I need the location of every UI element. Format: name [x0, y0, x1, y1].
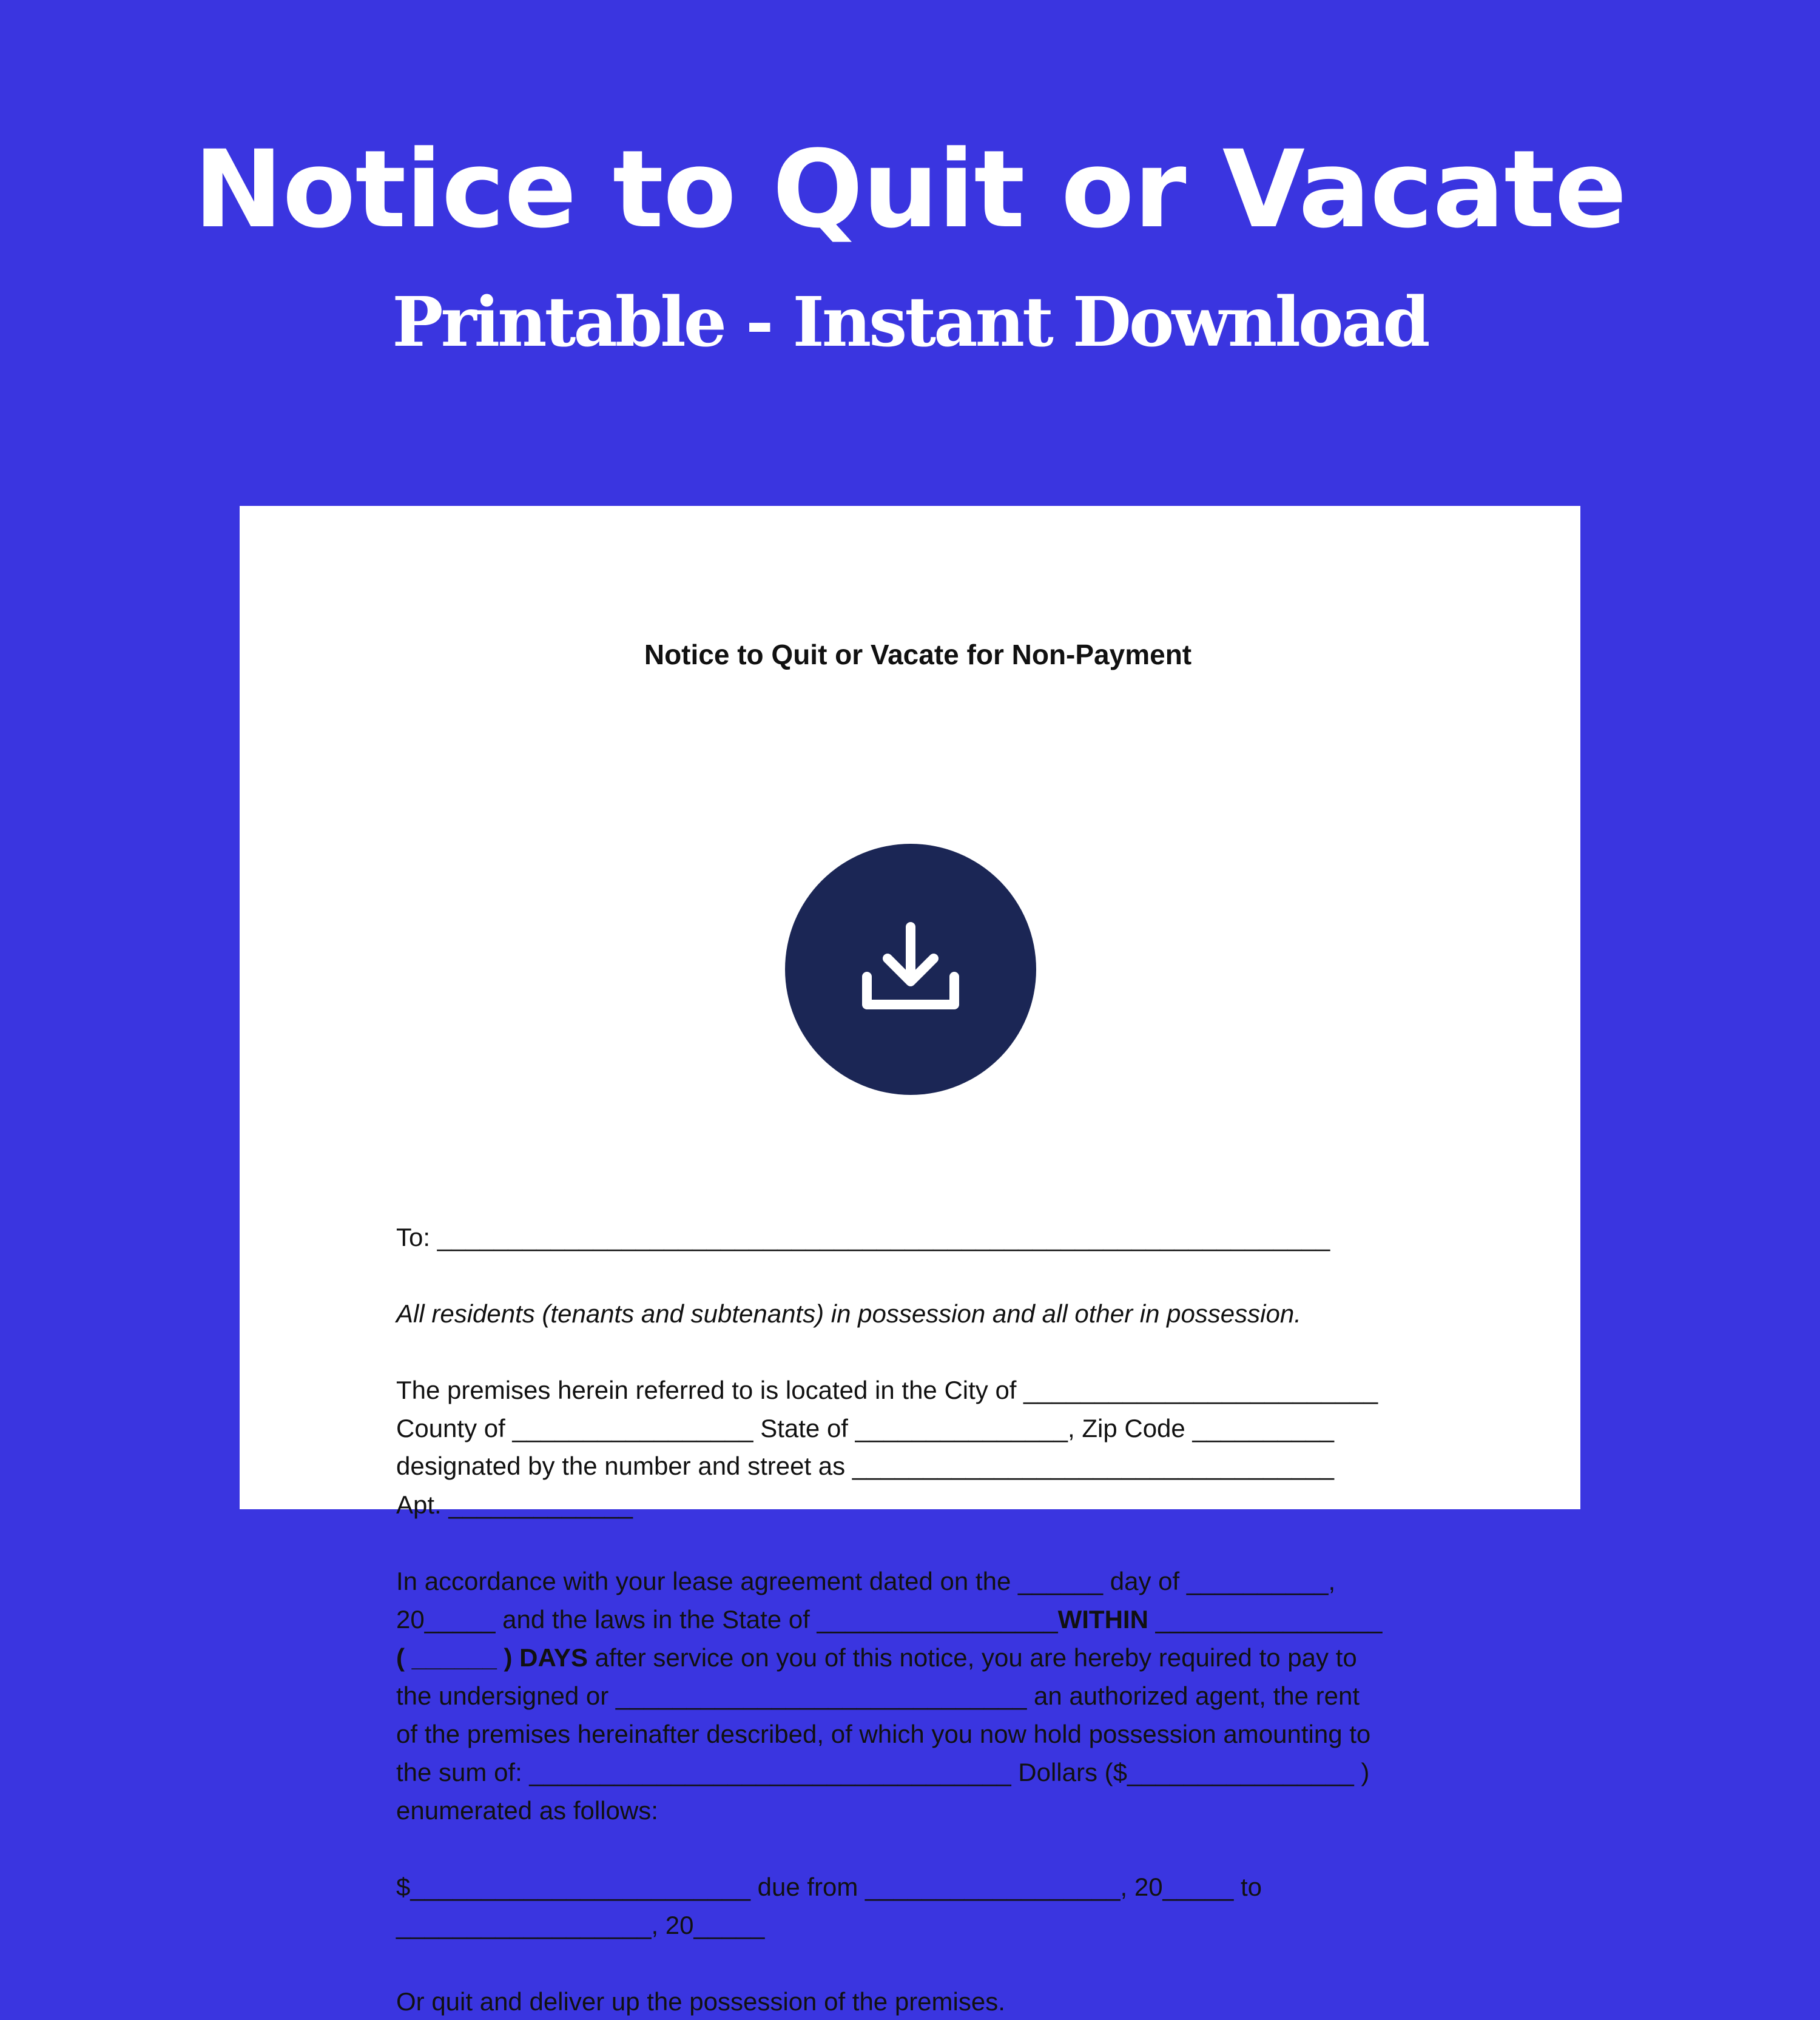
days-label: ( ______ ) DAYS	[396, 1643, 588, 1672]
quit-line: Or quit and deliver up the possession of the premises.	[396, 1987, 1005, 2016]
residents-line: All residents (tenants and subtenants) in possession and all other in possession.	[396, 1299, 1301, 1328]
accordance-line-2-text: 20_____ and the laws in the State of _________________	[396, 1605, 1058, 1634]
accordance-line-7: enumerated as follows:	[396, 1796, 658, 1825]
download-button[interactable]	[785, 844, 1036, 1095]
within-label: WITHIN	[1057, 1605, 1148, 1634]
accordance-line-4: the undersigned or _____________________________ an authorized agent, the rent	[396, 1682, 1360, 1710]
premises-line-3: designated by the number and street as __________________________________	[396, 1452, 1335, 1480]
premises-line-1: The premises herein referred to is located in the City of _________________________	[396, 1376, 1378, 1404]
accordance-line-5: of the premises hereinafter described, of which you now hold possession amounting to	[396, 1720, 1371, 1748]
accordance-line-3-text: after service on you of this notice, you are hereby required to pay to	[587, 1643, 1357, 1672]
due-line-1: $________________________ due from __________________, 20_____ to	[396, 1873, 1262, 1901]
accordance-line-6: the sum of: __________________________________ Dollars ($________________ )	[396, 1758, 1370, 1786]
accordance-line-2-blank: ________________	[1148, 1605, 1383, 1634]
accordance-line-1: In accordance with your lease agreement dated on the ______ day of __________,	[396, 1567, 1336, 1595]
download-icon	[850, 909, 971, 1030]
hero-title: Notice to Quit or Vacate	[194, 127, 1626, 252]
to-line: To: _______________________________________________________________	[396, 1223, 1330, 1251]
accordance-line-2	[396, 1601, 1382, 1638]
premises-line-4: Apt. _____________	[396, 1490, 633, 1519]
premises-line-2: County of _________________ State of _______________, Zip Code __________	[396, 1414, 1335, 1443]
document-title: Notice to Quit or Vacate for Non-Payment	[644, 639, 1192, 670]
due-line-2: __________________, 20_____	[396, 1911, 765, 1939]
accordance-line-3	[396, 1640, 1357, 1676]
hero-subtitle: Printable - Instant Download	[392, 283, 1428, 362]
